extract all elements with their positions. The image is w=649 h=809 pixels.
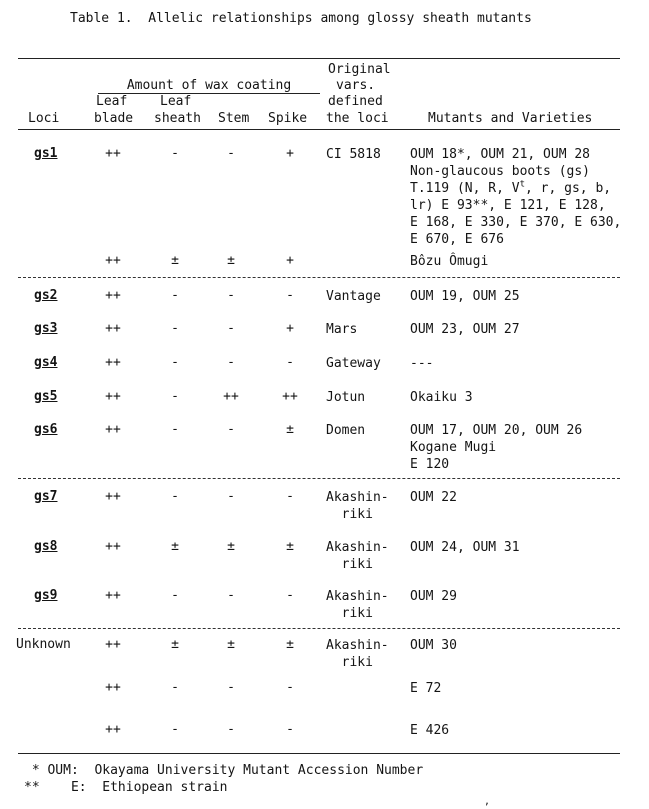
header-bottom-rule bbox=[18, 129, 620, 130]
mutants-list bbox=[410, 422, 640, 473]
leaf-sheath-value: ± bbox=[171, 539, 179, 554]
mutants-list bbox=[410, 146, 640, 248]
mutants-list bbox=[410, 722, 640, 739]
mutants-line: E 670, E 676 bbox=[410, 232, 504, 247]
original-variety: Akashin- riki bbox=[326, 490, 389, 522]
leaf-sheath-value: - bbox=[171, 422, 179, 437]
leaf-sheath-value: - bbox=[171, 355, 179, 370]
stem-value: - bbox=[227, 288, 235, 303]
original-variety: Jotun bbox=[326, 390, 366, 405]
mutants-list bbox=[410, 680, 640, 697]
header-stem: Stem bbox=[218, 111, 250, 126]
mutants-line: OUM 23, OUM 27 bbox=[410, 322, 520, 337]
spike-value: - bbox=[286, 489, 294, 504]
original-variety: Akashin- riki bbox=[326, 638, 389, 670]
mutants-line bbox=[410, 180, 640, 197]
header-loci: Loci bbox=[28, 111, 60, 126]
locus-gs2: gs2 bbox=[34, 288, 58, 303]
header-leaf-sheath-2: sheath bbox=[154, 111, 201, 126]
mutants-line: OUM 17, OUM 20, OUM 26 bbox=[410, 423, 583, 438]
leaf-sheath-value: ± bbox=[171, 253, 179, 268]
spike-value: - bbox=[286, 680, 294, 695]
stem-value: ± bbox=[227, 637, 235, 652]
stem-value: - bbox=[227, 422, 235, 437]
spike-value: ± bbox=[286, 422, 294, 437]
header-spike: Spike bbox=[268, 111, 308, 126]
stem-value: ± bbox=[227, 539, 235, 554]
mutants-line: Kogane Mugi bbox=[410, 440, 497, 455]
original-variety: Akashin- riki bbox=[326, 540, 389, 572]
spike-value: - bbox=[286, 355, 294, 370]
mutants-line-part: T.119 (N, R, V bbox=[410, 181, 520, 196]
mutants-list bbox=[410, 355, 640, 372]
table-title: Table 1. Allelic relationships among glossy sheath mutants bbox=[70, 11, 532, 26]
mutants-line: Bôzu Ômugi bbox=[410, 254, 489, 269]
leaf-blade-value: ++ bbox=[105, 489, 121, 504]
locus-gs5: gs5 bbox=[34, 389, 58, 404]
mutants-line: lr) E 93**, E 121, E 128, bbox=[410, 198, 606, 213]
spike-value: ++ bbox=[282, 389, 298, 404]
leaf-sheath-value: - bbox=[171, 489, 179, 504]
leaf-blade-value: ++ bbox=[105, 321, 121, 336]
footnote-e: ** E: Ethiopean strain bbox=[24, 780, 228, 795]
mutants-line: OUM 30 bbox=[410, 638, 457, 653]
mutants-line: E 120 bbox=[410, 457, 450, 472]
mutants-list bbox=[410, 288, 640, 305]
mutants-list bbox=[410, 253, 640, 270]
mutants-list bbox=[410, 321, 640, 338]
original-variety: Akashin- riki bbox=[326, 589, 389, 621]
spike-value: - bbox=[286, 288, 294, 303]
mutants-list bbox=[410, 389, 640, 406]
leaf-sheath-value: - bbox=[171, 389, 179, 404]
locus-unknown: Unknown bbox=[16, 637, 71, 652]
header-amount-underline bbox=[98, 93, 320, 94]
locus-gs1: gs1 bbox=[34, 146, 58, 161]
leaf-blade-value: ++ bbox=[105, 722, 121, 737]
leaf-blade-value: ++ bbox=[105, 588, 121, 603]
mutants-line: Non-glaucous boots (gs) bbox=[410, 164, 591, 179]
leaf-blade-value: ++ bbox=[105, 288, 121, 303]
footnotes bbox=[24, 762, 423, 796]
leaf-sheath-value: - bbox=[171, 321, 179, 336]
original-variety: Domen bbox=[326, 423, 366, 438]
spike-value: - bbox=[286, 722, 294, 737]
leaf-blade-value: ++ bbox=[105, 389, 121, 404]
locus-gs7: gs7 bbox=[34, 489, 58, 504]
leaf-sheath-value: - bbox=[171, 288, 179, 303]
leaf-sheath-value: - bbox=[171, 722, 179, 737]
mutants-list bbox=[410, 637, 640, 654]
mutants-line: E 168, E 330, E 370, E 630, bbox=[410, 215, 622, 230]
footnote-oum: * OUM: Okayama University Mutant Accession Number bbox=[24, 763, 424, 778]
locus-gs3: gs3 bbox=[34, 321, 58, 336]
mutants-line: OUM 19, OUM 25 bbox=[410, 289, 520, 304]
stem-value: - bbox=[227, 321, 235, 336]
section-divider bbox=[18, 478, 620, 479]
header-leaf-blade-1: Leaf bbox=[96, 94, 128, 109]
mutants-line: E 72 bbox=[410, 681, 442, 696]
stem-value: - bbox=[227, 146, 235, 161]
leaf-sheath-value: - bbox=[171, 146, 179, 161]
mutants-line: OUM 22 bbox=[410, 490, 457, 505]
superscript-t: t bbox=[519, 179, 525, 190]
spike-value: - bbox=[286, 588, 294, 603]
header-orig-2: vars. bbox=[336, 78, 376, 93]
leaf-blade-value: ++ bbox=[105, 637, 121, 652]
stem-value: - bbox=[227, 680, 235, 695]
section-divider bbox=[18, 277, 620, 278]
original-variety: CI 5818 bbox=[326, 147, 381, 162]
top-rule bbox=[18, 58, 620, 59]
header-amount: Amount of wax coating bbox=[126, 78, 292, 93]
locus-gs9: gs9 bbox=[34, 588, 58, 603]
mutants-line: OUM 18*, OUM 21, OUM 28 bbox=[410, 147, 591, 162]
header-orig-1: Original bbox=[328, 62, 391, 77]
stem-value: - bbox=[227, 722, 235, 737]
header-orig-4: the loci bbox=[326, 111, 389, 126]
header-mutants: Mutants and Varieties bbox=[428, 111, 593, 126]
mutants-list bbox=[410, 539, 640, 556]
stem-value: - bbox=[227, 588, 235, 603]
spike-value: + bbox=[286, 321, 294, 336]
mutants-list bbox=[410, 489, 640, 506]
leaf-sheath-value: - bbox=[171, 680, 179, 695]
section-divider bbox=[18, 628, 620, 629]
leaf-blade-value: ++ bbox=[105, 355, 121, 370]
locus-gs8: gs8 bbox=[34, 539, 58, 554]
leaf-sheath-value: ± bbox=[171, 637, 179, 652]
leaf-blade-value: ++ bbox=[105, 422, 121, 437]
stem-value: - bbox=[227, 489, 235, 504]
stem-value: ++ bbox=[223, 389, 239, 404]
mutants-line: OUM 29 bbox=[410, 589, 457, 604]
stem-value: - bbox=[227, 355, 235, 370]
header-leaf-blade-2: blade bbox=[94, 111, 134, 126]
leaf-blade-value: ++ bbox=[105, 680, 121, 695]
locus-gs6: gs6 bbox=[34, 422, 58, 437]
spike-value: ± bbox=[286, 637, 294, 652]
header-leaf-sheath-1: Leaf bbox=[160, 94, 192, 109]
spike-value: + bbox=[286, 253, 294, 268]
leaf-blade-value: ++ bbox=[105, 146, 121, 161]
stray-mark: , bbox=[484, 796, 491, 807]
mutants-line: Okaiku 3 bbox=[410, 390, 473, 405]
leaf-blade-value: ++ bbox=[105, 539, 121, 554]
mutants-line: --- bbox=[410, 356, 434, 371]
mutants-list bbox=[410, 588, 640, 605]
leaf-sheath-value: - bbox=[171, 588, 179, 603]
stem-value: ± bbox=[227, 253, 235, 268]
mutants-line-part: , r, gs, b, bbox=[525, 181, 612, 196]
original-variety: Vantage bbox=[326, 289, 381, 304]
leaf-blade-value: ++ bbox=[105, 253, 121, 268]
bottom-rule bbox=[18, 753, 620, 754]
mutants-line: E 426 bbox=[410, 723, 450, 738]
mutants-line: OUM 24, OUM 31 bbox=[410, 540, 520, 555]
spike-value: ± bbox=[286, 539, 294, 554]
header-orig-3: defined bbox=[328, 94, 383, 109]
original-variety: Mars bbox=[326, 322, 358, 337]
spike-value: + bbox=[286, 146, 294, 161]
original-variety: Gateway bbox=[326, 356, 381, 371]
locus-gs4: gs4 bbox=[34, 355, 58, 370]
